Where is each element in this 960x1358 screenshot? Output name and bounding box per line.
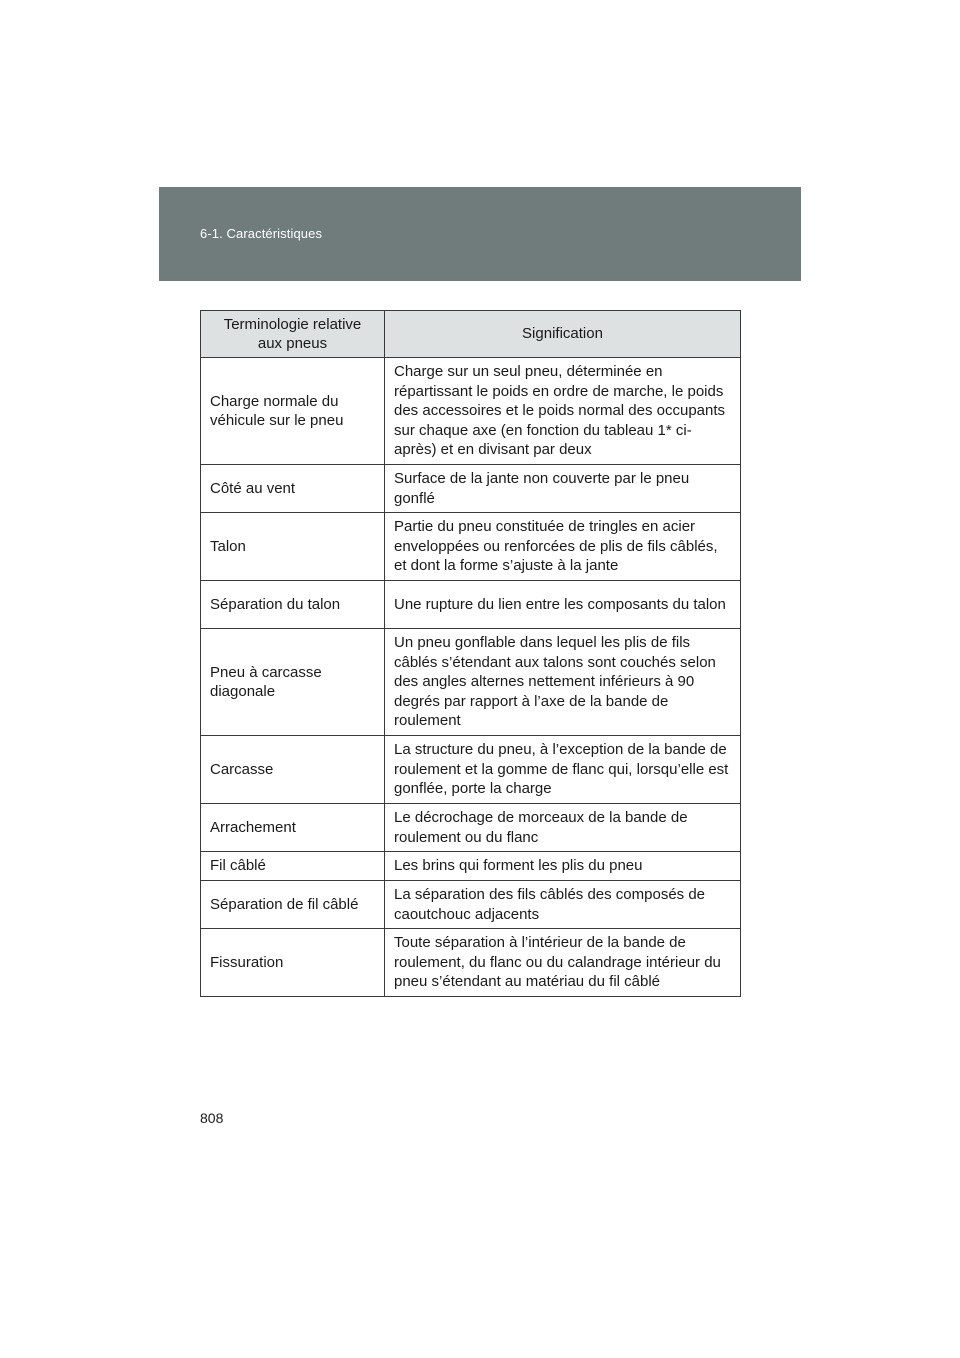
meaning-cell: Une rupture du lien entre les composants du talon	[385, 581, 741, 629]
meaning-cell: La structure du pneu, à l’exception de la bande de roulement et la gomme de flanc qui, lorsqu’elle est gonflée, porte la charge	[385, 736, 741, 804]
term-cell: Fissuration	[201, 929, 385, 997]
meaning-cell: Charge sur un seul pneu, déterminée en répartissant le poids en ordre de marche, le poids des accessoires et le poids normal des occupants sur chaque axe (en fonction du tableau 1* ci-après) et en divisant par deux	[385, 358, 741, 465]
tire-terminology-table	[200, 310, 741, 997]
table-row	[201, 358, 741, 465]
meaning-cell: La séparation des fils câblés des composés de caoutchouc adjacents	[385, 881, 741, 929]
table-header-row	[201, 311, 741, 358]
table-row	[201, 736, 741, 804]
table-row	[201, 465, 741, 513]
table-row	[201, 881, 741, 929]
meaning-cell: Les brins qui forment les plis du pneu	[385, 852, 741, 881]
meaning-cell: Toute séparation à l’intérieur de la bande de roulement, du flanc ou du calandrage intérieur du pneu s’étendant au matériau du fil câblé	[385, 929, 741, 997]
section-title: 6-1. Caractéristiques	[200, 226, 323, 241]
meaning-cell: Partie du pneu constituée de tringles en acier enveloppées ou renforcées de plis de fils câblés, et dont la forme s’ajuste à la jante	[385, 513, 741, 581]
term-cell: Charge normale du véhicule sur le pneu	[201, 358, 385, 465]
term-cell: Arrachement	[201, 804, 385, 852]
column-header-term: Terminologie relative aux pneus	[201, 311, 385, 358]
table-row	[201, 804, 741, 852]
column-header-meaning: Signification	[385, 311, 741, 358]
table-row	[201, 852, 741, 881]
term-cell: Séparation de fil câblé	[201, 881, 385, 929]
meaning-cell: Le décrochage de morceaux de la bande de roulement ou du flanc	[385, 804, 741, 852]
term-cell: Talon	[201, 513, 385, 581]
term-cell: Pneu à carcasse diagonale	[201, 629, 385, 736]
section-header-band	[159, 187, 801, 281]
term-cell: Côté au vent	[201, 465, 385, 513]
table-row	[201, 929, 741, 997]
page-number: 808	[200, 1110, 224, 1126]
meaning-cell: Un pneu gonflable dans lequel les plis de fils câblés s’étendant aux talons sont couchés selon des angles alternes nettement inférieurs à 90 degrés par rapport à l’axe de la bande de roulement	[385, 629, 741, 736]
table-row	[201, 629, 741, 736]
term-cell: Fil câblé	[201, 852, 385, 881]
term-cell: Séparation du talon	[201, 581, 385, 629]
meaning-cell: Surface de la jante non couverte par le pneu gonflé	[385, 465, 741, 513]
table-row	[201, 581, 741, 629]
term-cell: Carcasse	[201, 736, 385, 804]
table-row	[201, 513, 741, 581]
